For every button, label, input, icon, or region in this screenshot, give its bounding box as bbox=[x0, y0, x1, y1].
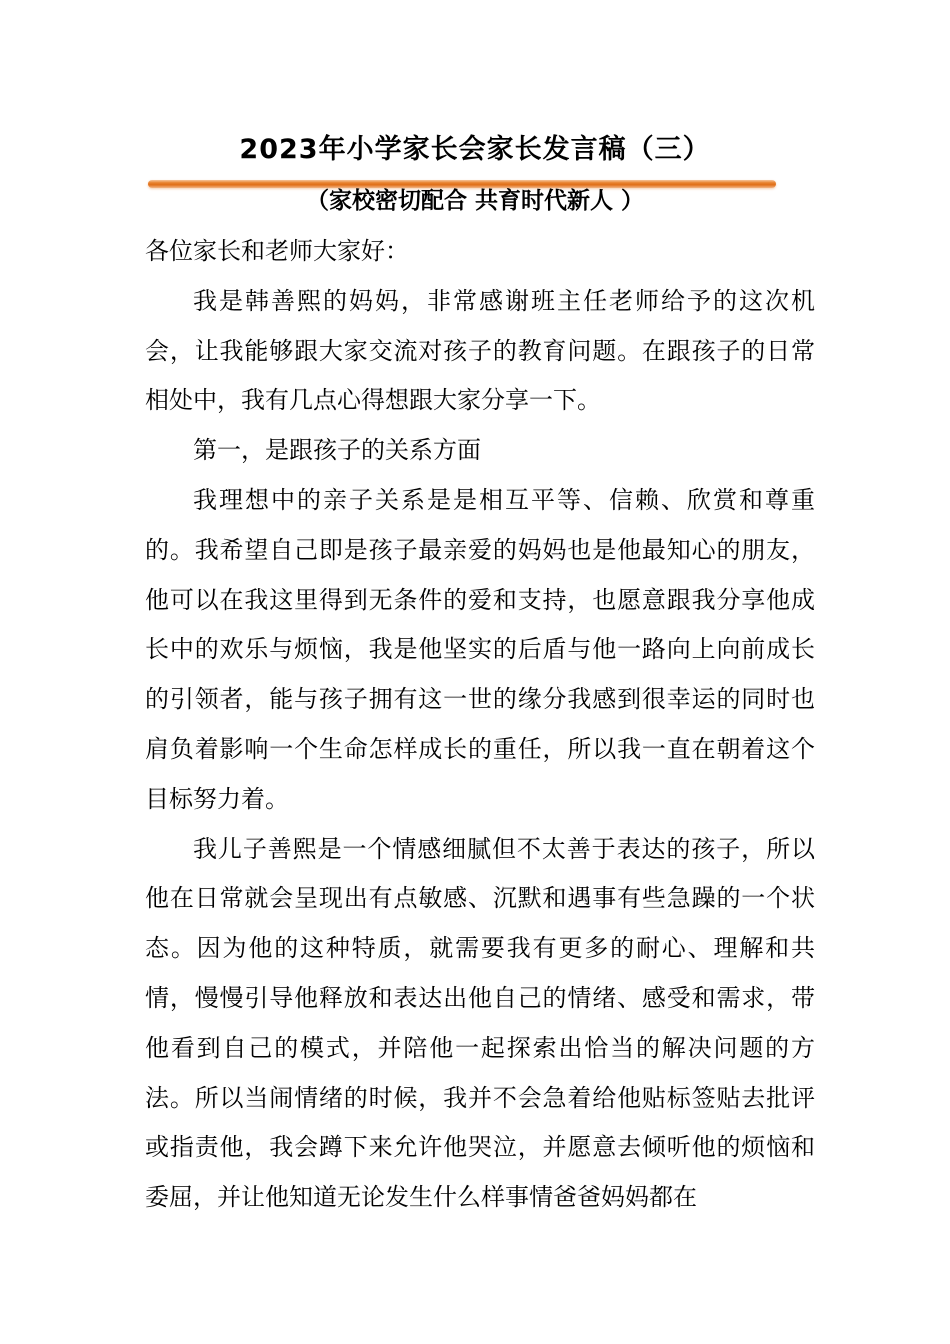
intro-paragraph: 我是韩善熙的妈妈，非常感谢班主任老师给予的这次机会，让我能够跟大家交流对孩子的教育问题。在跟孩子的日常相处中，我有几点心得想跟大家分享一下。 bbox=[145, 286, 815, 415]
son-description-paragraph: 我儿子善熙是一个情感细腻但不太善于表达的孩子，所以他在日常就会呈现出有点敏感、沉默和遇事有些急躁的一个状态。因为他的这种特质，就需要我有更多的耐心、理解和共情，慢慢引导他释放和表达出他自己的情绪、感受和需求，带他看到自己的模式，并陪他一起探索出恰当的解决问题的方法。所以当闹情绪的时候，我并不会急着给他贴标签贴去批评或指责他，我会蹲下来允许他哭泣，并愿意去倾听他的烦恼和委屈，并让他知道无论发生什么样事情爸爸妈妈都在 bbox=[145, 834, 815, 1212]
document-body bbox=[145, 227, 815, 1223]
relationship-paragraph: 我理想中的亲子关系是是相互平等、信赖、欣赏和尊重的。我希望自己即是孩子最亲爱的妈妈也是他最知心的朋友，他可以在我这里得到无条件的爱和支持，也愿意跟我分享他成长中的欢乐与烦恼，我是他坚实的后盾与他一路向上向前成长的引领者，能与孩子拥有这一世的缘分我感到很幸运的同时也肩负着影响一个生命怎样成长的重任，所以我一直在朝着这个目标努力着。 bbox=[145, 485, 815, 813]
greeting-paragraph: 各位家长和老师大家好： bbox=[145, 237, 409, 265]
document-title: 2023年小学家长会家长发言稿（三） bbox=[239, 134, 711, 165]
section-heading-paragraph: 第一，是跟孩子的关系方面 bbox=[193, 436, 481, 465]
document-subtitle: （家校密切配合 共育时代新人 ） bbox=[305, 188, 644, 214]
